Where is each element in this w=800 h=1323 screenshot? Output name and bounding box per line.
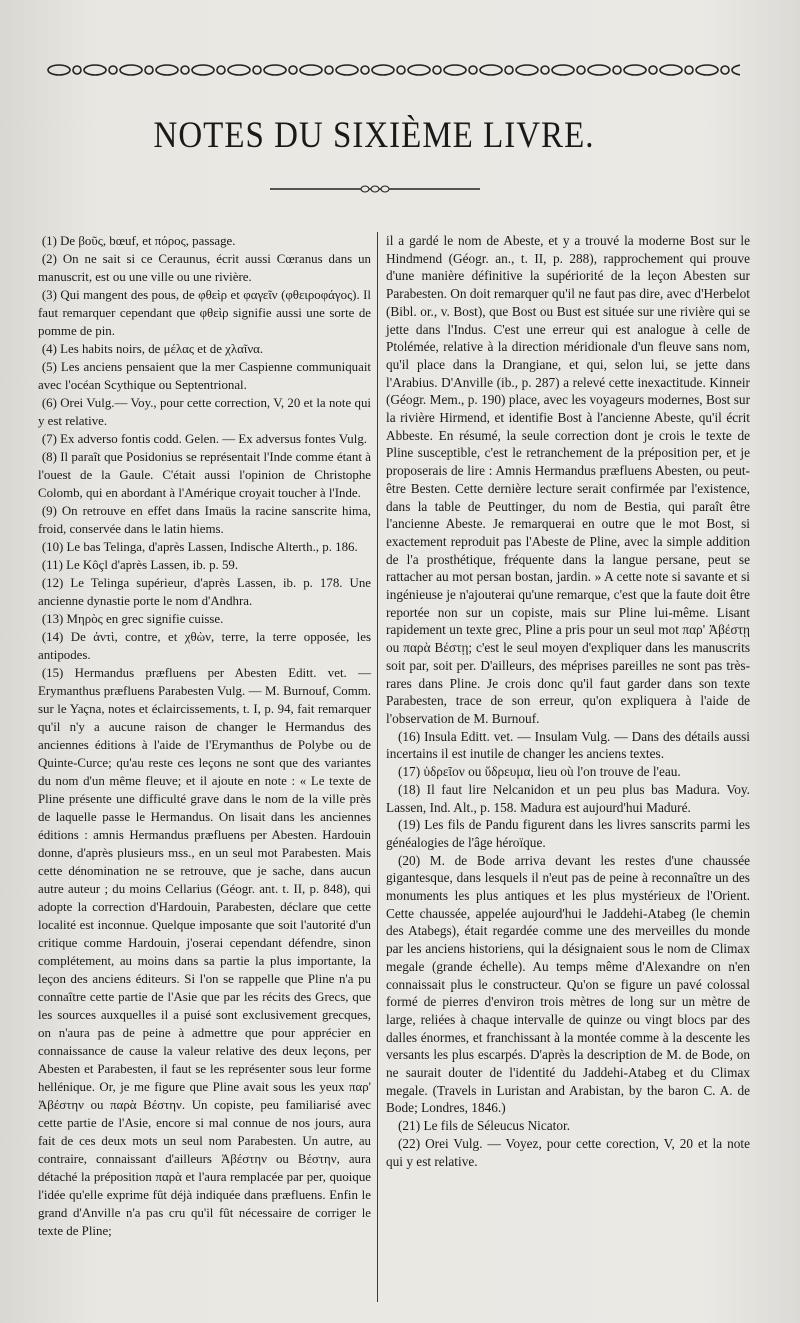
ornament-ring [721,66,729,74]
ornament-ring [469,66,477,74]
note-16: (16) Insula Editt. vet. — Insulam Vulg. — Dans des détails aussi incertains il est inutile de changer les anciens textes. [386,728,750,762]
ornament-ring [577,66,585,74]
left-column [38,232,371,1240]
note-2: (2) On ne sait si ce Ceraunus, écrit aussi Cœranus dans un manuscrit, est ou une ville ou une rivière. [38,252,371,284]
note-21: (21) Le fils de Séleucus Nicator. [397,1118,571,1134]
ornament-oval [156,65,178,75]
ornament-oval [732,65,740,75]
note-3: (3) Qui mangent des pous, de φθεὶρ et φαγεῖν (φθειροφάγος). Il faut remarquer cependant que φθεὶρ signifie aussi une sorte de pomme de pin. [38,288,371,338]
ornament-oval [516,65,538,75]
ornament-ring [145,66,153,74]
note-12: (12) Le Telinga supérieur, d'après Lassen, ib. p. 178. Une ancienne dynastie porte le nom d'Andhra. [38,576,371,608]
ornament-ring [109,66,117,74]
ornament-oval [660,65,682,75]
note-4: (4) Les habits noirs, de μέλας et de χλαῖνα. [41,342,264,356]
ornament-ring [253,66,261,74]
ornament-ring [289,66,297,74]
note-11: (11) Le Kôçl d'après Lassen, ib. p. 59. [41,558,239,572]
note-13: (13) Μηρὸς en grec signifie cuisse. [41,612,224,626]
note-18: (18) Il faut lire Nelcanidon et un peu plus bas Madura. Voy. Lassen, Ind. Alt., p. 158. Madura est aujourd'hui Maduré. [386,781,750,815]
ornament-ring [73,66,81,74]
ornament-ring [505,66,513,74]
note-19: (19) Les fils de Pandu figurent dans les livres sanscrits parmi les généalogies de l'âge héroïque. [386,817,750,850]
ornament-ring [649,66,657,74]
ornament-oval [120,65,142,75]
ornament-oval [48,65,70,75]
column-divider [377,232,378,1302]
ornamental-header-border [40,58,740,82]
ornament-ring [397,66,405,74]
note-22: (22) Orei Vulg. — Voyez, pour cette corection, V, 20 et la note qui y est relative. [386,1135,750,1169]
note-6: (6) Orei Vulg.— Voy., pour cette correction, V, 20 et la note qui y est relative. [38,396,371,428]
ornament-oval [444,65,466,75]
ornament-ring [685,66,693,74]
ornament-oval [588,65,610,75]
note-15-continuation: il a gardé le nom de Abeste, et y a trouvé la moderne Bost sur le Hindmend (Géogr. an., t. II, p. 288), rapprochement qui prouve d'une manière définitive la supériorité de la leçon Abesten sur Parabesten. On doit remarquer qu'il ne faut pas dire, avec d'Herbelot (Bibl. or., v. Bost), que Bost ou Bust est située sur une rivière qui se jette dans l'Indus. C'est une erreur qui est analogue à celle de Ptolémée, relative à la direction méridionale d'un fleuve sans nom, qu'il place dans la Drangiane, et qui, selon lui, se jette dans l'Arabius. D'Anville (ib., p. 287) a relevé cette inexactitude. Kinneir (Géogr. Mem., p. 190) place, avec les voyageurs modernes, Bost sur la rivière Hirmend, et identifie Bost à l'ancienne Abeste, qu'il écrit Abbeste. En résumé, la seule correction dont je crois le texte de Pline susceptible, c'est le retranchement de la préposition per, et je proposerais de lire : Amnis Hermandus præfluens Abesten, ou peut-être Besten. Cette dernière lecture serait confirmée par l'existence, dans la table de Peuttinger, du nom de Bestia, qui paraît être l'ancienne Abeste. Je remarquerai en outre que le mot Bost, si exactement reproduit pas l'Abeste de Pline, avec la simple addition de l'a prosthétique, fréquente dans la langue persane, peut se rattacher au mot persan bostan, jardin. » A cette note si savante et si ingénieuse je n'ajouterai qu'une remarque, c'est que la faute doit être reportée non sur un copiste, mais sur Pline lui-même. Lisant rapidement un texte grec, Pline a pris pour un seul mot παρ' Ἀβέστῃ ou παρὰ Βέστῃ; c'est le seul moyen d'expliquer dans les manuscrits soit par, soit per. D'ailleurs, des méprises pareilles ne sont pas très-rares dans Pline. Je crois donc qu'il faut garder dans son texte Parabesten, trace de son erreur, qu'on expliquera à l'aide de l'observation de M. Burnouf. [386,233,750,726]
page-title: NOTES DU SIXIÈME LIVRE. [153,115,595,157]
ornament-oval [552,65,574,75]
ornament-ring [217,66,225,74]
ornament-ring [433,66,441,74]
note-10: (10) Le bas Telinga, d'après Lassen, Indische Alterth., p. 186. [41,540,358,554]
title-rule-ornament [270,184,480,194]
ornament-ring [181,66,189,74]
ornament-oval [372,65,394,75]
note-7: (7) Ex adverso fontis codd. Gelen. — Ex adversus fontes Vulg. [41,432,367,446]
ornament-oval [336,65,358,75]
right-column [386,232,750,1170]
ornament-ring [613,66,621,74]
ornament-ring [541,66,549,74]
note-9: (9) On retrouve en effet dans Imaüs la racine sanscrite hima, froid, conservée dans le latin hiems. [38,504,371,536]
ornament-oval [84,65,106,75]
ornament-ring [325,66,333,74]
ornament-oval [624,65,646,75]
note-5: (5) Les anciens pensaient que la mer Caspienne communiquait avec l'océan Scythique ou Septentrional. [38,360,371,392]
ornament-oval [696,65,718,75]
note-1: (1) De βοῦς, bœuf, et πόρος, passage. [41,234,236,248]
ornament-oval [264,65,286,75]
ornament-oval [300,65,322,75]
ornament-oval [228,65,250,75]
ornament-oval [480,65,502,75]
note-8: (8) Il paraît que Posidonius se représentait l'Inde comme étant à l'ouest de la Gaule. C'était aussi l'opinion de Christophe Colomb, qui en abordant à l'Amérique croyait toucher à l'Inde. [38,450,371,500]
ornament-oval [192,65,214,75]
ornament-oval [408,65,430,75]
note-15: (15) Hermandus præfluens per Abesten Editt. vet. — Erymanthus præfluens Parabesten Vulg. — M. Burnouf, Comm. sur le Yaçna, notes et éclaircissements, t. I, p. 94, fait remarquer qu'il n'y a aucune raison de changer le Hermandus des anciennes éditions à l'aide de l'Erymanthus de Polybe ou de Quinte-Curce; qu'au reste ces leçons ne sont que des variantes du nom d'un même fleuve; et il ajoute en note : « Le texte de Pline présente une difficulté grave dans le nom de la ville près de laquelle passe le Hermandus. On lisait dans les anciennes éditions : amnis Hermandus præfluens per Abesten. Hardouin donne, d'après plusieurs mss., en un seul mot Parabesten. Mais cette dénomination ne se retrouve, que je sache, dans aucun autre auteur ; du moins Cellarius (Géogr. ant. t. II, p. 848), qui adopte la correction d'Hardouin, Parabesten, déclare que cette localité est inconnue. Quelque imposante que soit l'autorité d'un critique comme Hardouin, j'oserai cependant défendre, sinon complétement, au moins dans sa partie la plus importante, la leçon des anciens éditeurs. Si l'on se rappelle que Pline n'a pu connaître cette partie de l'Asie que par les récits des Grecs, que les sources auxquelles il a puisé sont exclusivement grecques, on n'aura pas de peine à admettre que pour apprécier en connaissance de cause la valeur relative des deux leçons, per Abesten et Parabesten, il faut se les représenter sous leur forme hellénique. Or, je me figure que Pline avait sous les yeux παρ' Ἀβέστην ou παρὰ Βέστην. Un copiste, peu familiarisé avec cette partie de l'Asie, encore si mal connue de nos jours, aura fait de ces deux mots un seul nom Parabesten. Un autre, au contraire, connaissant d'ailleurs Ἀβέστην ou Βέστην, aura détaché la préposition παρὰ et l'aura remplacée par per, quoique l'idée qu'elle exprime fût déjà indiquée dans præfluens. Enfin le grand d'Anville n'a pas cru qu'il fût nécessaire de corriger le texte de Pline; [38,666,371,1238]
ornament-ring [361,66,369,74]
note-20: (20) M. de Bode arriva devant les restes d'une chaussée gigantesque, dans lesquels il n'eut pas de peine à reconnaître un des monuments les plus antiques et les plus mystérieux de l'Orient. Cette chaussée, appelée aujourd'hui le Jaddehi-Atabeg (le chemin des Atabegs), était regardée comme une des merveilles du monde par les anciens historiens, qui la désignaient sous le nom de Climax megale (grande échelle). Au temps même d'Alexandre on n'en connaissait plus le constructeur. Qu'on se figure un pavé colossal formé de pierres d'environ trois mètres de long sur un mètre de large, reliées à chaque intervalle de quinze ou vingt blocs par des dalles énormes, et franchissant à la montée comme à la descente les versants les plus escarpés. D'après la description de M. de Bode, on ne saurait douter de l'identité du Jaddehi-Atabeg et du Climax megale. (Travels in Luristan and Arabistan, by the baron C. A. de Bode; Londres, 1846.) [386,852,750,1116]
note-17: (17) ὑδρεῖον ou ὕδρευμα, lieu où l'on trouve de l'eau. [397,764,681,780]
note-14: (14) De ἀντὶ, contre, et χθὼν, terre, la terre opposée, les antipodes. [38,630,371,662]
